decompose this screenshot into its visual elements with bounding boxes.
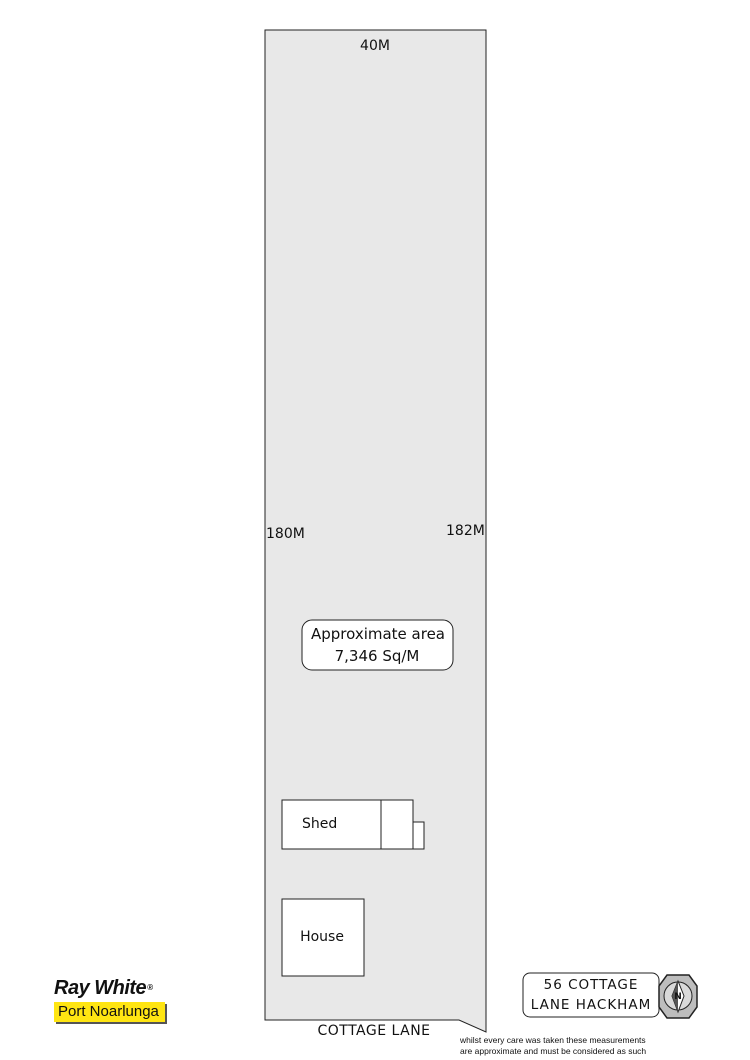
address-line2: LANE HACKHAM: [530, 997, 652, 1013]
shed-structure: [282, 800, 424, 849]
area-label-line2: 7,346 Sq/M: [334, 647, 420, 665]
area-label-line1: Approximate area: [310, 625, 446, 643]
agency-logo: [54, 976, 184, 1022]
dimension-top: 40M: [360, 38, 390, 54]
disclaimer-line1: whilst every care was taken these measurements: [460, 1035, 646, 1045]
street-label: COTTAGE LANE: [317, 1023, 431, 1039]
brand-name-text: Ray White: [54, 977, 147, 999]
shed-label: Shed: [302, 816, 338, 832]
measurement-disclaimer: [460, 1035, 680, 1057]
dimension-left: 180M: [266, 526, 305, 542]
compass-north-label: N: [674, 992, 682, 1002]
shed-lean-to: [413, 822, 424, 849]
registered-mark-icon: ®: [147, 983, 153, 992]
address-line1: 56 COTTAGE: [543, 977, 639, 993]
dimension-right: 182M: [446, 523, 485, 539]
shed-annex: [381, 800, 413, 849]
north-arrow-icon: [659, 975, 697, 1018]
brand-name: [54, 976, 184, 1000]
house-structure: [282, 899, 364, 976]
office-name: Port Noarlunga: [54, 1002, 165, 1022]
house-label: House: [300, 929, 344, 945]
disclaimer-line2: are approximate and must be considered as such: [460, 1046, 647, 1056]
